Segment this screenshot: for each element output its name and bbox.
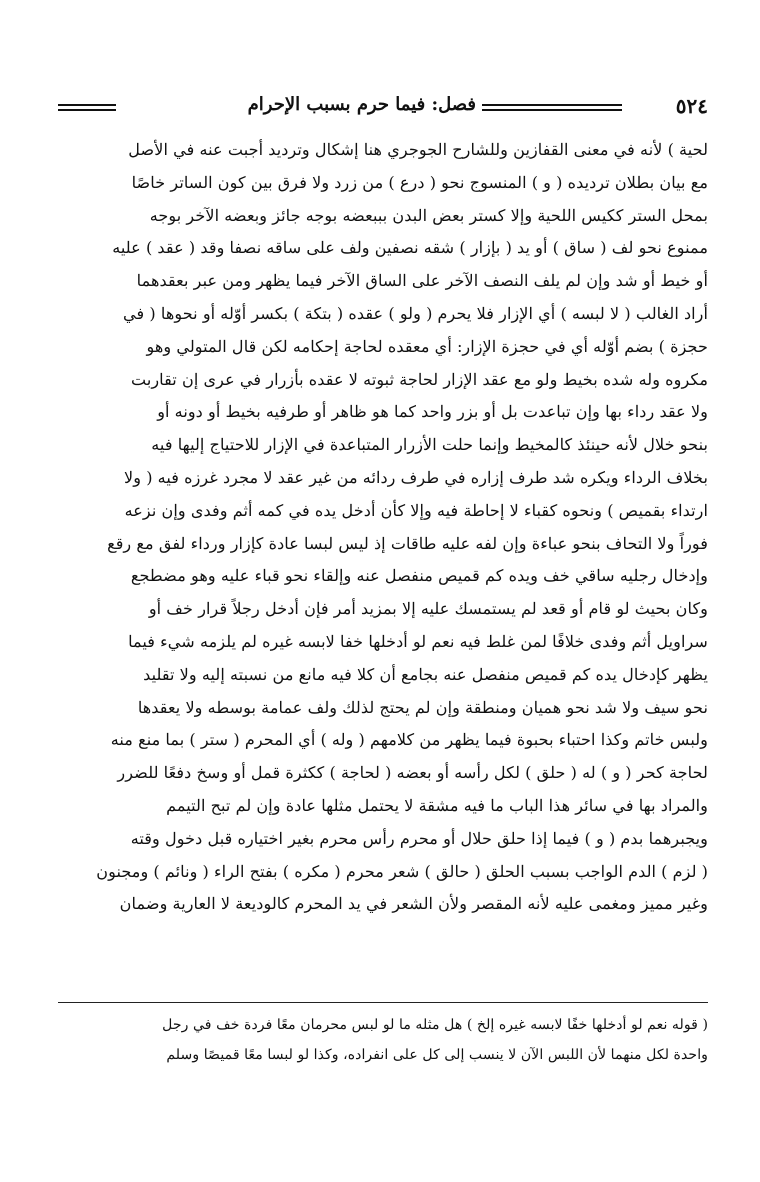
- header-rule-right: [482, 104, 622, 111]
- text-line: بمحل الستر ككيس اللحية وإلا كستر بعض البدن بببعضه بوجه جائز وبعضه الآخر بوجه: [149, 205, 708, 225]
- page-number: ٥٢٤: [675, 94, 708, 118]
- running-header: [58, 86, 708, 126]
- text-line: بنحو خلال لأنه حينئذ كالمخيط وإنما حلت الأزرار المتباعدة في الإزار للاحتياج إليها فيه: [151, 435, 708, 455]
- text-line: أراد الغالب ( لا لبسه ) أي الإزار فلا يحرم ( ولو ) عقده ( بتكة ) بكسر أوّله أو نحوها ( في: [123, 303, 708, 323]
- text-line: مع بيان بطلان ترديده ( و ) المنسوج نحو ( درع ) من زرد ولا فرق بين كون الساتر خاصًا: [131, 172, 708, 192]
- footnote-divider: [58, 1002, 708, 1003]
- text-line: حجزة ) بضم أوّله أي في حجزة الإزار: أي معقده لحاجة إحكامه لكن قال المتولي وهو: [146, 336, 708, 356]
- text-line: لحية ) لأنه في معنى القفازين وللشارح الجوجري هنا إشكال وترديد أجبت عنه في الأصل: [128, 140, 708, 159]
- text-line: ( لزم ) الدم الواجب بسبب الحلق ( حالق ) شعر محرم ( مكره ) بفتح الراء ( ونائم ) ومجنون: [96, 861, 708, 881]
- text-line: بخلاف الرداء ويكره شد طرف إزاره في طرف ردائه من غير عقد لا مجرد غرزه فيه ( ولا: [124, 467, 708, 487]
- text-line: ويجبرهما بدم ( و ) فيما إذا حلق حلال أو محرم رأس محرم بغير اختياره قبل دخول وقته: [130, 828, 708, 848]
- text-line: وغير مميز ومغمى عليه لأنه المقصر ولأن الشعر في يد المحرم كالوديعة لا العارية وضمان: [119, 894, 708, 914]
- footnotes: [58, 1010, 708, 1070]
- text-line: مكروه وله شده بخيط ولو مع عقد الإزار لحاجة ثبوته لا عقده بأزرار في عرى إن تقاربت: [130, 369, 708, 389]
- footnote-line: ( قوله نعم لو أدخلها خفًا لابسه غيره إلخ ) هل مثله ما لو لبس محرمان معًا فردة خف في رجل: [162, 1017, 708, 1033]
- text-line: ممنوع نحو لف ( ساق ) أو يد ( بإزار ) شقه نصفين ولف على ساقه نصفا وقد ( عقد ) عليه: [112, 238, 708, 258]
- text-line: ولا عقد رداء بها وإن تباعدت بل أو بزر واحد كما هو ظاهر أو طرفيه بخيط أو دونه أو: [157, 402, 708, 422]
- text-line: نحو سيف ولا شد نحو هميان ومنطقة وإن لم يحتج لذلك ولف عمامة بوسطه ولا يعقدها: [137, 697, 708, 717]
- text-line: وكان بحيث لو قام أو قعد لم يستمسك عليه إلا بمزيد أمر فإن أدخل رجلاً قرار خف أو: [148, 599, 708, 619]
- text-line: يظهر كإدخال يده كم قميص منفصل عنه بجامع أن كلا فيه مانع من نسبته إليه ولا تقليد: [143, 664, 708, 684]
- chapter-title: فصل: فيما حرم بسبب الإحرام: [247, 94, 476, 115]
- text-line: فوراً ولا التحاف بنحو عباءة وإن لفه عليه طاقات إذ ليس لبسا عادة كإزار ورداء لفق مع رقع: [107, 533, 708, 553]
- text-line: أو خيط أو شد وإن لم يلف النصف الآخر على الساق الآخر فيما يظهر ومن عبر بعقدهما: [136, 271, 708, 291]
- footnote-line: واحدة لكل منهما لأن اللبس الآن لا ينسب إلى كل على انفراده، وكذا لو لبسا معًا قميصًا وسلم: [166, 1047, 708, 1063]
- text-line: وإدخال رجليه ساقي خف ويده كم قميص منفصل عنه وإلقاء نحو قباء عليه وهو مضطجع: [130, 566, 708, 586]
- header-rule-left: [58, 104, 116, 111]
- text-line: لحاجة كحر ( و ) له ( حلق ) لكل رأسه أو بعضه ( لحاجة ) ككثرة قمل أو وسخ دفعًا للضرر: [117, 763, 708, 783]
- main-text: [58, 134, 708, 921]
- text-line: ارتداء بقميص ) ونحوه كقباء لا إحاطة فيه وإلا كأن أدخل يده في كمه أثم وفدى وإن نزعه: [124, 500, 708, 520]
- text-line: والمراد بها في سائر هذا الباب ما فيه مشقة لا يحتمل مثلها عادة وإن لم تبح التيمم: [166, 795, 708, 815]
- text-line: ولبس خاتم وكذا احتباء بحبوة فيما يظهر من كلامهم ( وله ) أي المحرم ( ستر ) بما منع منه: [110, 730, 708, 750]
- text-line: سراويل أثم وفدى خلافًا لمن غلط فيه نعم لو أدخلها خفا لابسه غيره لم يلزمه شيء فيما: [128, 631, 708, 651]
